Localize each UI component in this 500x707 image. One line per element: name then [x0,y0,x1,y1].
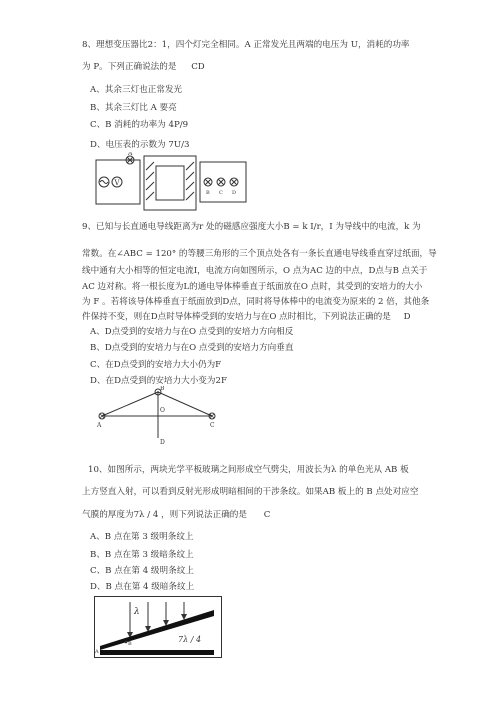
q9-line2: 常数。在∠ABC = 120° 的等腰三角形的三个顶点处各有一条长直通电导线垂直穿过纸面，导 [82,249,437,259]
svg-text:B: B [206,190,210,196]
point-b-marker [125,641,128,644]
q8-stem-text: 为 P。下列正确说法的是 [82,62,177,72]
q8-transformer-figure [90,152,250,214]
q10-option-a: A、B 点在第 3 级明条纹上 [90,532,194,542]
q9-line6-text: 件保持不变，则在D点时导体棒受到的安培力与在O 点时相比，下列说法正确的是 [82,312,391,322]
q9-line3: 线中通有大小相等的恒定电流I，电流方向如图所示，O 点为AC 边的中点，D点与B 点关于 [82,266,428,276]
q9-option-c: C、在D点受到的安培力大小仍为F [90,360,222,370]
q10-option-c: C、B 点在第 4 级明条纹上 [90,566,194,576]
q9-line1: 9、已知与长直通电导线距离为r 处的磁感应强度大小B = k I/r，I 为导线中的电流，k 为 [82,222,421,232]
thickness-label: 7λ / 4 [178,635,202,644]
q9-option-b: B、D点受到的安培力与在O 点受到的安培力方向垂直 [90,343,294,353]
q9-answer: D [403,312,411,322]
q8-stem-line1: 8、理想变压器比2：1，四个灯完全相同。A 正常发光且两端的电压为 U，消耗的功率 [82,40,410,50]
svg-text:A: A [128,152,133,157]
svg-text:D: D [232,190,237,196]
q8-option-a: A、其余三灯也正常发光 [90,85,183,95]
q9-line4: AC 边对称。将一根长度为L的通电导体棒垂直于纸面放在O 点时，其受到的安培力的大小 [82,282,423,292]
q10-option-b: B、B 点在第 3 级暗条纹上 [90,550,194,560]
q8-option-b: B、其余三灯比 A 要亮 [90,103,177,113]
q9-option-a: A、D点受到的安培力与在O 点受到的安培力方向相反 [90,327,294,337]
svg-text:V: V [114,179,120,187]
q9-triangle-figure [94,386,220,454]
svg-text:B: B [160,386,165,392]
svg-text:B: B [128,641,132,647]
q10-line1: 10、如图所示，两块光学平板玻璃之间形成空气劈尖，用波长为λ 的单色光从 AB 板 [88,465,409,475]
q10-option-d: D、B 点在第 4 级暗条纹上 [90,582,195,592]
lambda-label: λ [134,607,140,617]
svg-text:D: D [160,439,165,446]
q9-line6 [82,312,410,323]
q8-option-d: D、电压表的示数为 7U/3 [90,140,190,150]
svg-text:C: C [219,190,223,196]
q10-line2: 上方竖直入射，可以看到反射光形成明暗相间的干涉条纹。如果AB 板上的 B 点处对应空 [82,487,419,497]
q8-stem-line2 [82,62,205,73]
svg-text:C: C [210,422,215,429]
q10-answer: C [263,510,271,520]
q10-line3 [82,510,270,521]
q9-option-d: D、在D点受到的安培力大小变为2F [90,376,227,386]
svg-text:A: A [97,422,102,429]
svg-text:A: A [95,649,99,655]
q9-line5: 为 F 。若将该导体棒垂直于纸面放到D点，同时将导体棒中的电流变为原来的 2 倍，其他条 [82,297,430,307]
q10-air-wedge-figure [94,596,222,658]
q8-answer: CD [191,62,205,72]
q10-line3-text: 气膜的厚度为7λ / 4 ，则下列说法正确的是 [82,510,247,520]
svg-text:O: O [160,407,165,414]
q8-option-c: C、B 消耗的功率为 4P/9 [90,120,189,130]
